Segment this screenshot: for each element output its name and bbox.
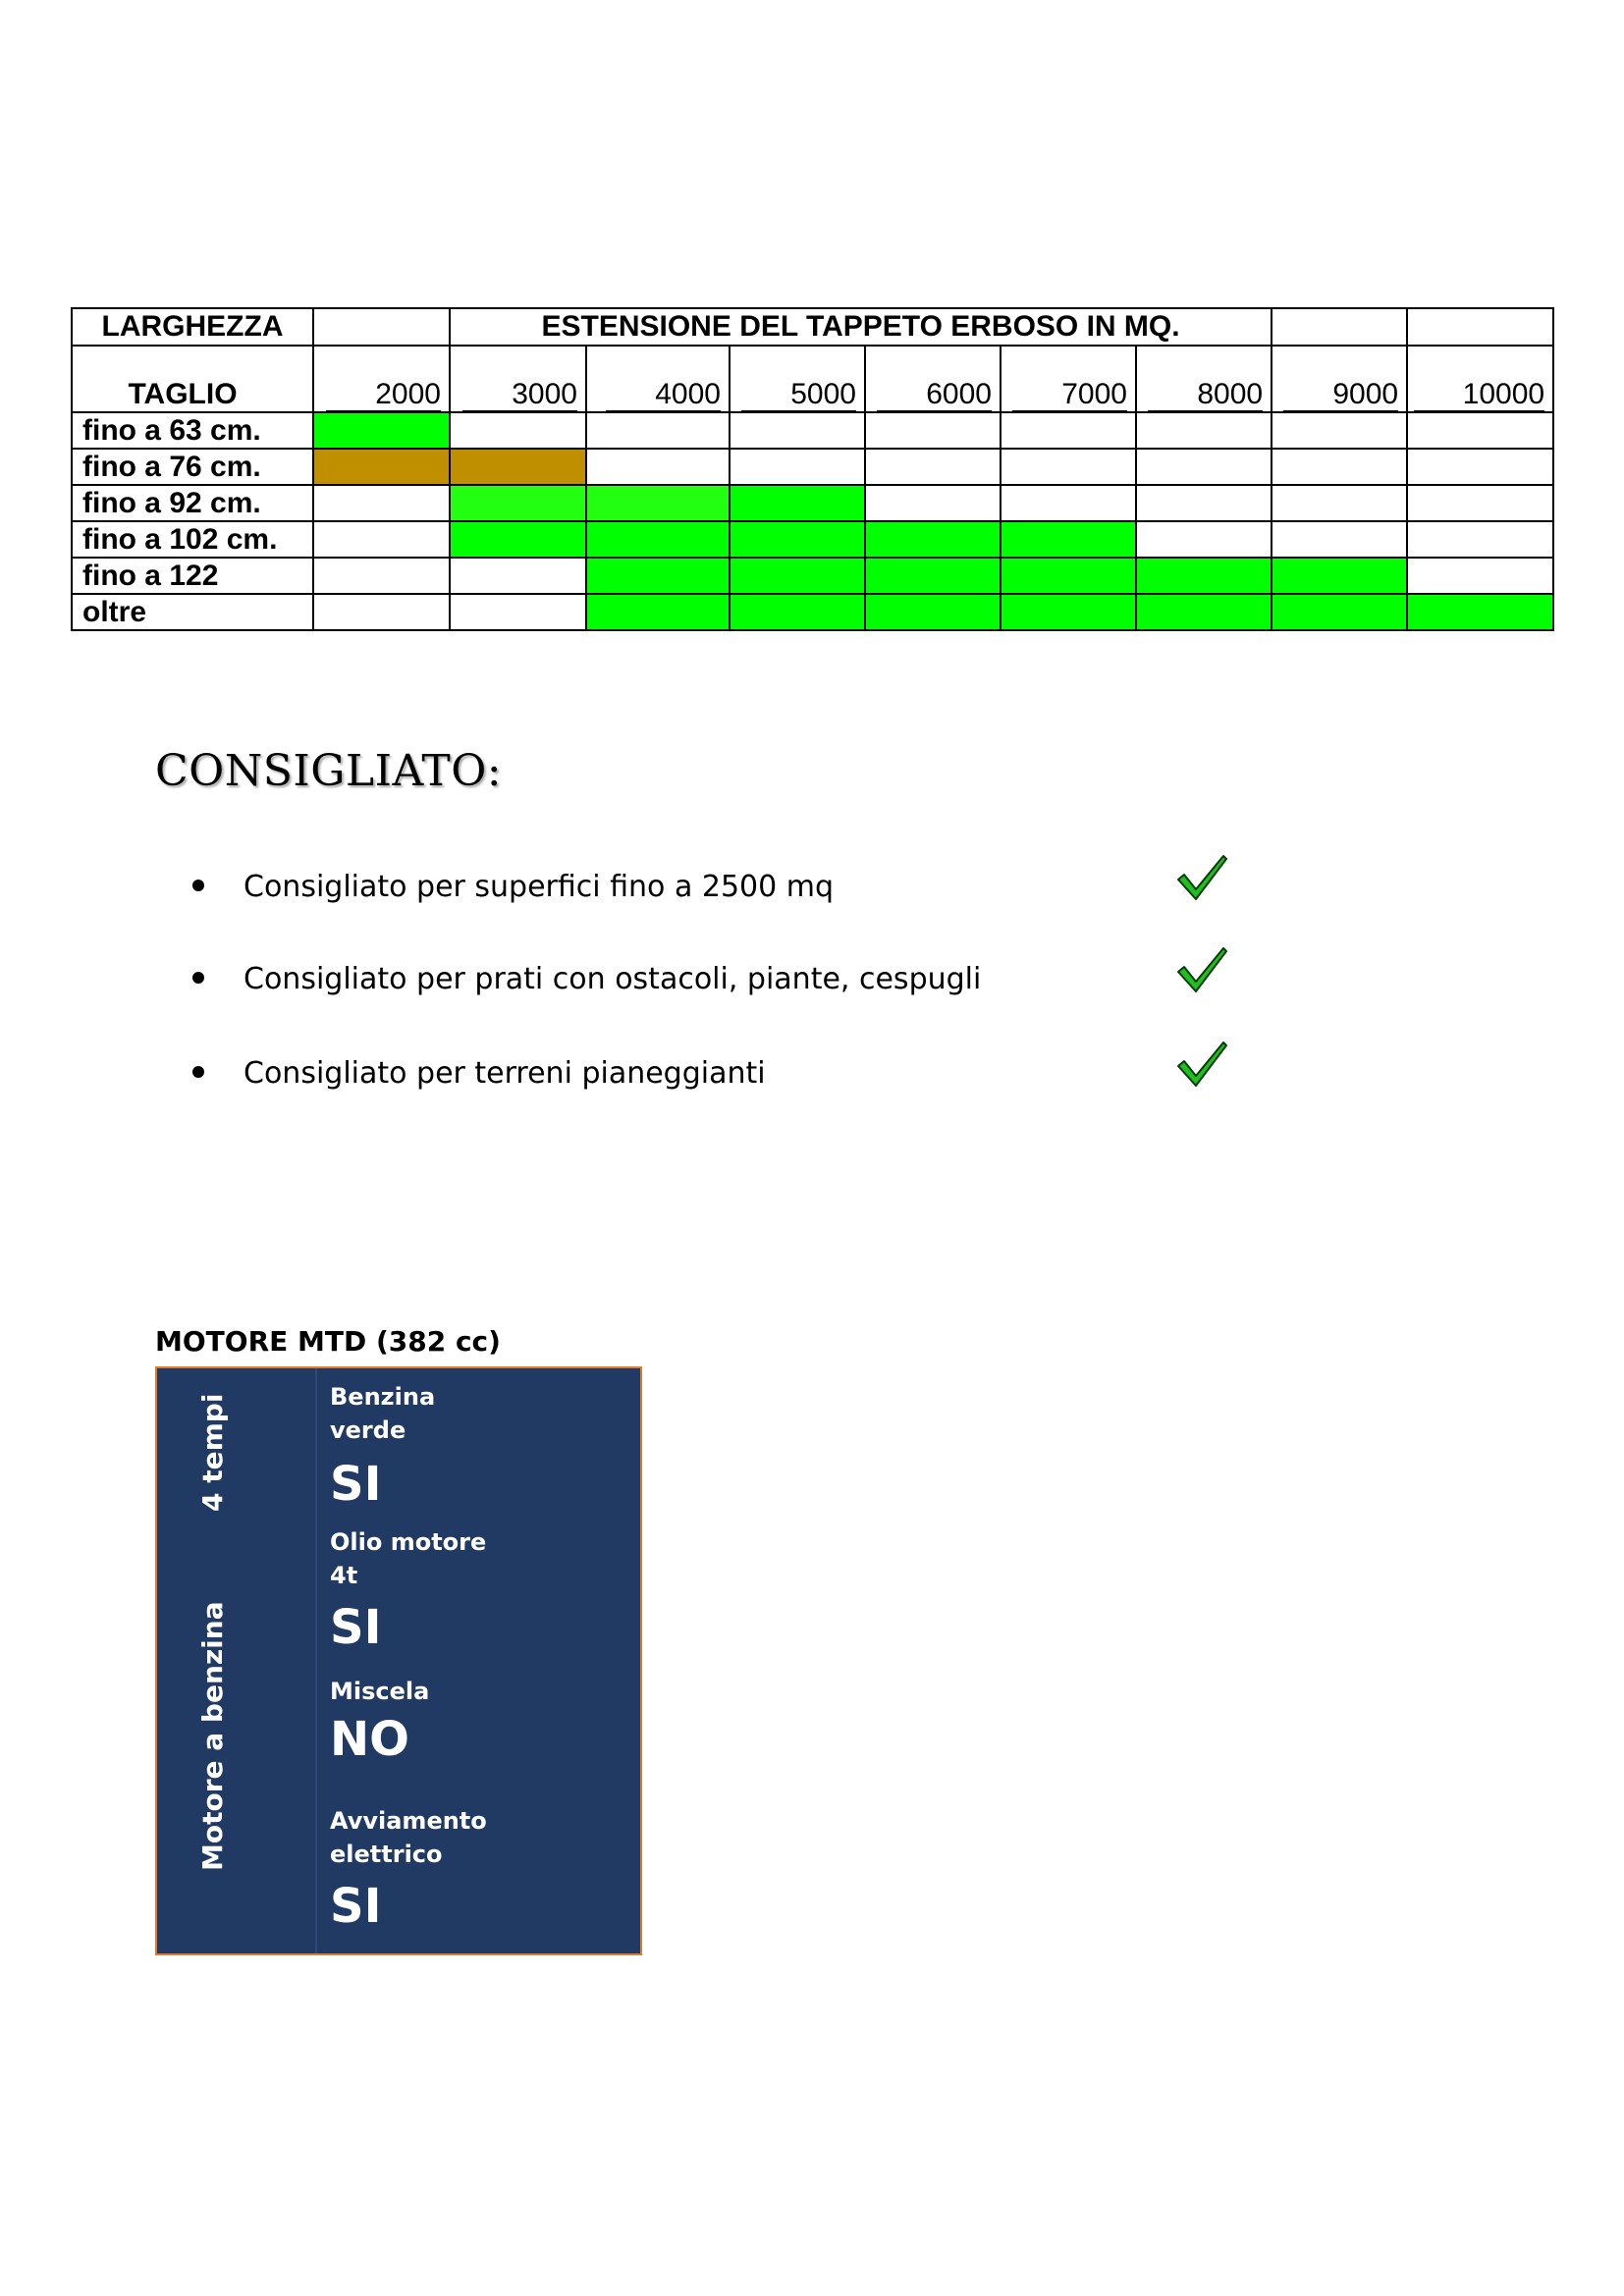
table-row: [72, 594, 1553, 630]
coverage-cell-filled: [586, 594, 730, 630]
spec-value: SI: [330, 1457, 382, 1512]
divider: [315, 1368, 317, 1953]
coverage-cell-filled: [1001, 521, 1136, 558]
table-row: [72, 412, 1553, 449]
coverage-cell: [1407, 558, 1553, 594]
column-header: 7000: [1012, 378, 1127, 411]
coverage-cell-filled: [586, 558, 730, 594]
column-header: 4000: [606, 378, 721, 411]
header-estensione: ESTENSIONE DEL TAPPETO ERBOSO IN MQ.: [450, 308, 1272, 346]
list-item: [192, 960, 1272, 999]
bullet-icon: [192, 1066, 204, 1078]
table-row: [72, 521, 1553, 558]
bullet-icon: [192, 880, 204, 891]
coverage-cell-filled: [450, 521, 586, 558]
coverage-cell: [1272, 449, 1407, 485]
coverage-cell-filled: [586, 485, 730, 521]
check-icon: [1174, 850, 1229, 905]
bullet-icon: [192, 972, 204, 984]
side-label-top: 4 tempi: [196, 1393, 229, 1512]
coverage-cell-filled: [1272, 594, 1407, 630]
coverage-cell-filled: [730, 558, 865, 594]
coverage-cell-filled: [1272, 558, 1407, 594]
coverage-cell: [450, 594, 586, 630]
coverage-cell-filled: [730, 521, 865, 558]
coverage-cell-filled: [1001, 594, 1136, 630]
coverage-cell: [1272, 485, 1407, 521]
coverage-cell: [313, 594, 450, 630]
list-item: [192, 868, 1272, 907]
coverage-cell: [865, 412, 1001, 449]
row-label: fino a 102 cm.: [72, 521, 313, 558]
coverage-cell: [1407, 521, 1553, 558]
coverage-cell: [1407, 449, 1553, 485]
spec-value: NO: [330, 1712, 409, 1767]
coverage-cell-filled: [730, 594, 865, 630]
coverage-cell: [1407, 485, 1553, 521]
coverage-cell-filled: [1407, 594, 1553, 630]
spec-label: Miscela: [330, 1678, 430, 1705]
row-label: fino a 122: [72, 558, 313, 594]
coverage-cell-filled: [1136, 558, 1272, 594]
header-taglio: TAGLIO: [72, 346, 313, 412]
coverage-cell-filled: [1136, 594, 1272, 630]
coverage-cell-filled: [865, 558, 1001, 594]
check-icon: [1174, 942, 1229, 997]
spec-value: SI: [330, 1600, 382, 1655]
column-header: 9000: [1283, 378, 1398, 411]
table-row: [72, 558, 1553, 594]
column-header: 8000: [1148, 378, 1263, 411]
column-header: 6000: [877, 378, 992, 411]
row-label: fino a 63 cm.: [72, 412, 313, 449]
coverage-cell: [865, 485, 1001, 521]
coverage-cell: [1001, 485, 1136, 521]
row-label: fino a 92 cm.: [72, 485, 313, 521]
spec-label: Avviamento elettrico: [330, 1807, 487, 1868]
coverage-cell: [586, 449, 730, 485]
coverage-cell-filled: [313, 449, 450, 485]
list-item-text: Consigliato per prati con ostacoli, piante, cespugli: [244, 962, 982, 996]
table-row: [72, 485, 1553, 521]
check-icon: [1174, 1037, 1229, 1092]
coverage-cell: [1136, 521, 1272, 558]
column-header: 3000: [462, 378, 577, 411]
list-item-text: Consigliato per superfici fino a 2500 mq: [244, 870, 835, 904]
spec-label: Benzina verde: [330, 1383, 436, 1444]
column-header: 2000: [326, 378, 441, 411]
coverage-cell: [1136, 449, 1272, 485]
list-item: [192, 1054, 1272, 1094]
coverage-cell-filled: [586, 521, 730, 558]
motor-spec-box: [155, 1366, 642, 1955]
header-larghezza: LARGHEZZA: [72, 308, 313, 346]
coverage-cell: [1407, 412, 1553, 449]
coverage-cell: [730, 449, 865, 485]
coverage-cell-filled: [450, 449, 586, 485]
coverage-cell-filled: [450, 485, 586, 521]
coverage-cell: [313, 558, 450, 594]
coverage-cell: [450, 558, 586, 594]
coverage-cell-filled: [865, 594, 1001, 630]
recommended-title: CONSIGLIATO:: [155, 746, 503, 796]
coverage-cell-filled: [1001, 558, 1136, 594]
coverage-cell: [730, 412, 865, 449]
coverage-cell-filled: [730, 485, 865, 521]
list-item-text: Consigliato per terreni pianeggianti: [244, 1056, 766, 1091]
coverage-cell: [450, 412, 586, 449]
side-label-bottom: Motore a benzina: [196, 1601, 229, 1871]
coverage-cell: [1001, 412, 1136, 449]
coverage-cell: [586, 412, 730, 449]
coverage-cell: [1136, 412, 1272, 449]
coverage-cell-filled: [865, 521, 1001, 558]
column-header: 10000: [1414, 378, 1544, 411]
coverage-cell: [1272, 521, 1407, 558]
table-row: [72, 449, 1553, 485]
row-label: fino a 76 cm.: [72, 449, 313, 485]
coverage-cell: [1001, 449, 1136, 485]
coverage-cell: [1136, 485, 1272, 521]
coverage-cell-filled: [313, 412, 450, 449]
coverage-table: [71, 307, 1552, 631]
column-header: 5000: [741, 378, 856, 411]
coverage-cell: [313, 485, 450, 521]
coverage-cell: [1272, 412, 1407, 449]
spec-value: SI: [330, 1879, 382, 1934]
spec-label: Olio motore 4t: [330, 1528, 487, 1589]
coverage-cell: [865, 449, 1001, 485]
motor-title: MOTORE MTD (382 cc): [155, 1325, 501, 1358]
coverage-cell: [313, 521, 450, 558]
row-label: oltre: [72, 594, 313, 630]
